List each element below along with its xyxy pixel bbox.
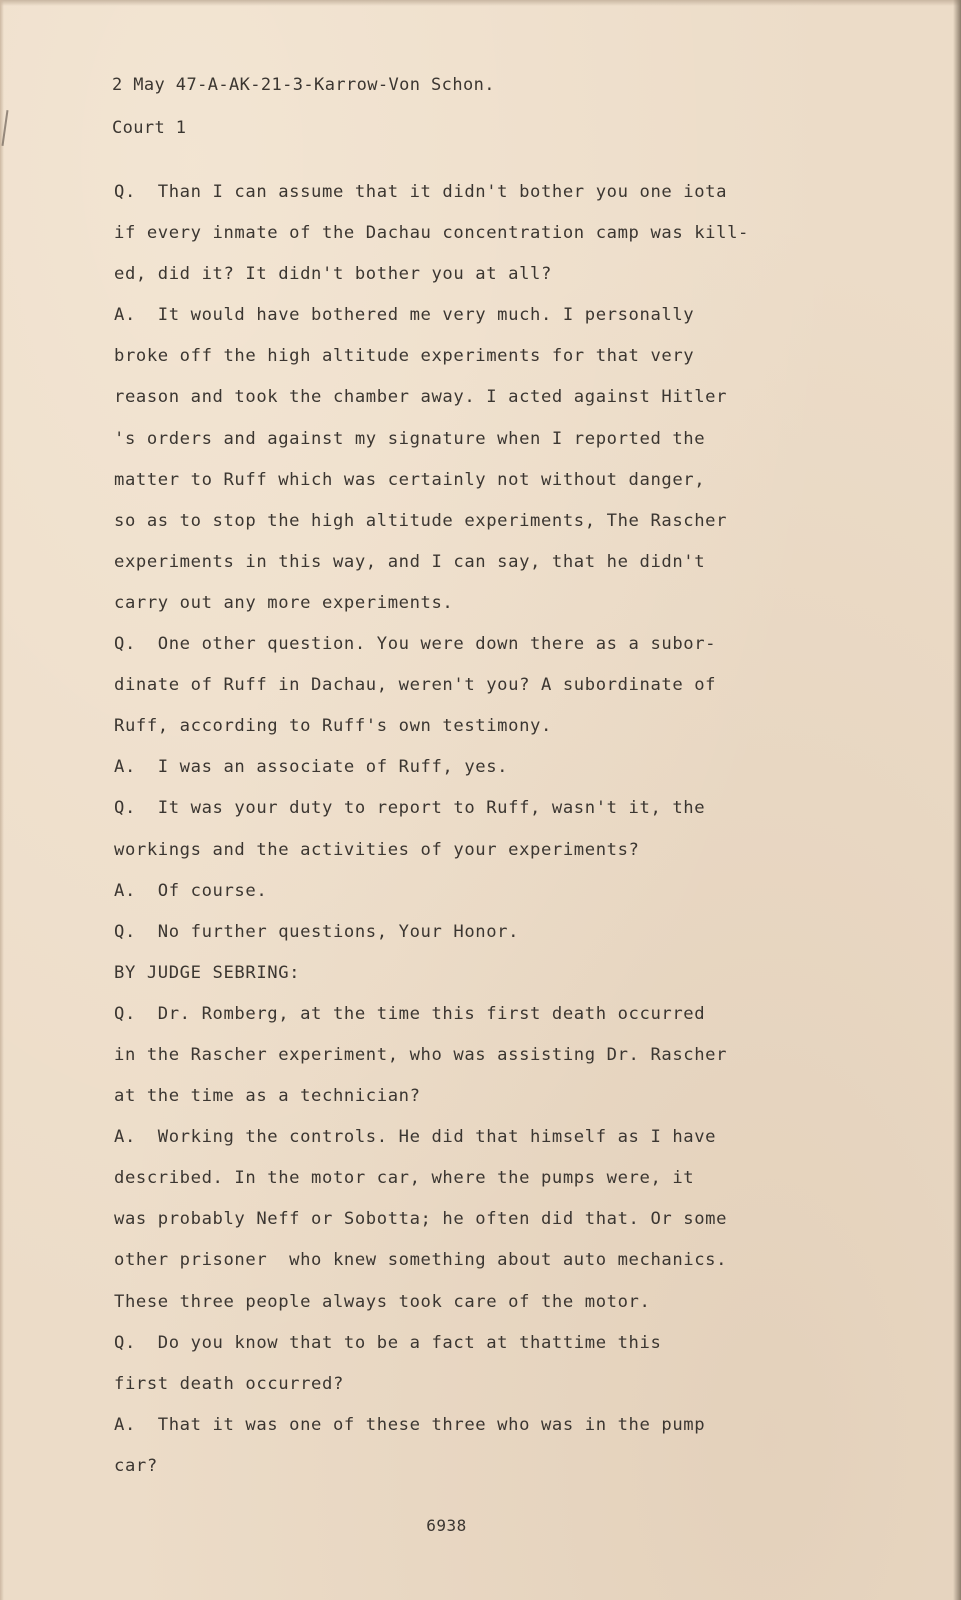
transcript-line: BY JUDGE SEBRING: xyxy=(114,962,301,983)
court-label: Court 1 xyxy=(112,118,187,138)
page-right-edge xyxy=(953,0,961,1600)
document-header xyxy=(112,74,495,139)
transcript-line: Q. Than I can assume that it didn't bother you one iota xyxy=(114,182,728,202)
page-top-edge xyxy=(0,0,961,6)
transcript-line: Q. Do you know that to be a fact at thattime this xyxy=(114,1332,662,1353)
transcript-line: at the time as a technician? xyxy=(114,1086,421,1107)
transcript-line: A. It would have bothered me very much. I personally xyxy=(114,305,695,326)
transcript-line: A. That it was one of these three who was in the pump xyxy=(114,1414,706,1435)
transcript-line: Q. One other question. You were down there as a subor- xyxy=(114,634,717,655)
transcript-line: A. Of course. xyxy=(114,880,268,901)
transcript-line: carry out any more experiments. xyxy=(114,592,454,613)
transcript-line: if every inmate of the Dachau concentration camp was kill- xyxy=(114,223,749,244)
transcript-line: matter to Ruff which was certainly not without danger, xyxy=(114,469,706,490)
transcript-body xyxy=(114,172,814,1487)
transcript-line: car? xyxy=(114,1455,158,1476)
transcript-line: described. In the motor car, where the pumps were, it xyxy=(114,1168,695,1189)
transcript-line: Ruff, according to Ruff's own testimony. xyxy=(114,716,552,737)
transcript-line: Q. No further questions, Your Honor. xyxy=(114,921,520,942)
transcript-line: workings and the activities of your experiments? xyxy=(114,839,640,860)
transcript-line: Q. Dr. Romberg, at the time this first death occurred xyxy=(114,1003,706,1024)
transcript-line: ed, did it? It didn't bother you at all? xyxy=(114,264,552,285)
transcript-line: in the Rascher experiment, who was assisting Dr. Rascher xyxy=(114,1044,728,1065)
transcript-line: broke off the high altitude experiments for that very xyxy=(114,346,695,367)
transcript-line: A. I was an associate of Ruff, yes. xyxy=(114,757,509,778)
transcript-line: experiments in this way, and I can say, that he didn't xyxy=(114,551,706,572)
page-left-edge xyxy=(0,0,4,1600)
transcript-line: Q. It was your duty to report to Ruff, wasn't it, the xyxy=(114,798,706,819)
transcript-line: dinate of Ruff in Dachau, weren't you? A subordinate of xyxy=(114,675,717,696)
transcript-line: reason and took the chamber away. I acted against Hitler xyxy=(114,387,728,408)
transcript-line: These three people always took care of the motor. xyxy=(114,1291,651,1312)
transcript-line: other prisoner who knew something about auto mechanics. xyxy=(114,1250,728,1271)
page-number: 6938 xyxy=(426,1516,467,1535)
transcript-line: A. Working the controls. He did that himself as I have xyxy=(114,1127,717,1148)
transcript-line: was probably Neff or Sobotta; he often did that. Or some xyxy=(114,1209,728,1230)
transcript-line: first death occurred? xyxy=(114,1373,344,1394)
transcript-line: so as to stop the high altitude experiments, The Rascher xyxy=(114,510,728,531)
header-line: 2 May 47-A-AK-21-3-Karrow-Von Schon. xyxy=(112,75,495,95)
transcript-line: 's orders and against my signature when I reported the xyxy=(114,428,706,449)
